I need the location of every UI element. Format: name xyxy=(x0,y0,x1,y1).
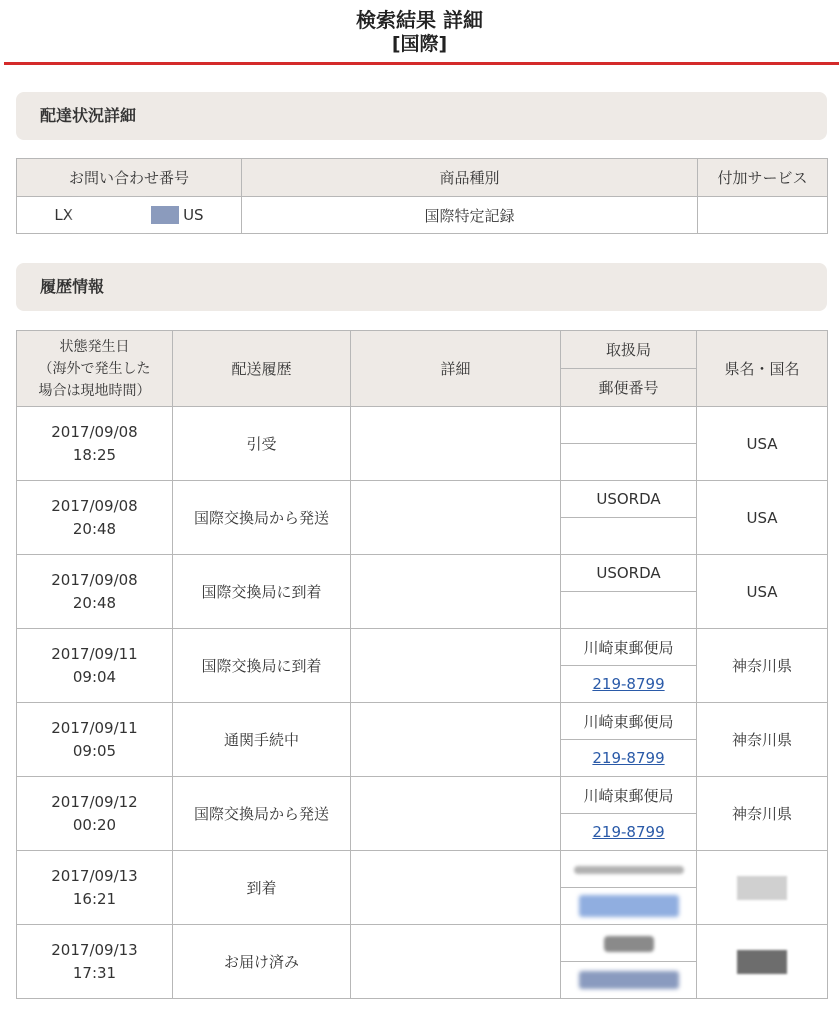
history-postal-cell xyxy=(561,444,697,481)
history-postal-cell xyxy=(561,888,697,925)
product-type-value: 国際特定記録 xyxy=(242,197,698,234)
history-status-cell: 国際交換局から発送 xyxy=(173,777,351,851)
history-date-cell: 2017/09/12 00:20 xyxy=(17,777,173,851)
history-region-cell: USA xyxy=(697,555,828,629)
history-date-cell: 2017/09/08 20:48 xyxy=(17,555,173,629)
column-header-status: 配送履歴 xyxy=(173,331,351,407)
history-office-cell xyxy=(561,851,697,888)
history-detail-cell xyxy=(351,555,561,629)
redaction-mask xyxy=(737,876,787,900)
column-header-postal-code: 郵便番号 xyxy=(561,369,697,407)
page-subtitle: [国際] xyxy=(391,33,448,55)
column-header-region: 県名・国名 xyxy=(697,331,828,407)
redaction-mask xyxy=(151,206,179,224)
history-status-cell: 到着 xyxy=(173,851,351,925)
page-header xyxy=(0,0,839,68)
history-region-cell: 神奈川県 xyxy=(697,777,828,851)
history-office-cell: USORDA xyxy=(561,481,697,518)
history-region-cell: USA xyxy=(697,481,828,555)
history-date-cell: 2017/09/11 09:04 xyxy=(17,629,173,703)
tracking-number-cell xyxy=(17,197,242,234)
history-region-cell xyxy=(697,925,828,999)
history-detail-cell xyxy=(351,481,561,555)
history-postal-cell xyxy=(561,814,697,851)
history-status-cell: 引受 xyxy=(173,407,351,481)
column-header-additional-service: 付加サービス xyxy=(698,159,828,197)
history-detail-cell xyxy=(351,629,561,703)
history-status-cell: 国際交換局に到着 xyxy=(173,555,351,629)
history-date-cell: 2017/09/08 20:48 xyxy=(17,481,173,555)
section-title: 配達状況詳細 xyxy=(40,106,137,125)
history-status-cell: お届け済み xyxy=(173,925,351,999)
history-date-cell: 2017/09/11 09:05 xyxy=(17,703,173,777)
history-region-cell: 神奈川県 xyxy=(697,629,828,703)
postal-code-link[interactable]: 219-8799 xyxy=(592,675,665,693)
history-postal-cell xyxy=(561,592,697,629)
page-title: 検索結果 詳細 xyxy=(356,8,483,32)
delivery-status-table xyxy=(16,158,828,234)
redaction-mask xyxy=(574,866,684,874)
history-office-cell: 川崎東郵便局 xyxy=(561,703,697,740)
history-table xyxy=(16,330,828,999)
header-divider xyxy=(4,62,839,65)
history-status-cell: 通関手続中 xyxy=(173,703,351,777)
column-header-office: 取扱局 xyxy=(561,331,697,369)
history-date-cell: 2017/09/08 18:25 xyxy=(17,407,173,481)
history-status-cell: 国際交換局から発送 xyxy=(173,481,351,555)
history-detail-cell xyxy=(351,777,561,851)
history-region-cell: USA xyxy=(697,407,828,481)
history-postal-cell xyxy=(561,518,697,555)
redaction-mask xyxy=(604,936,654,952)
redaction-mask xyxy=(737,950,787,974)
history-office-cell: 川崎東郵便局 xyxy=(561,777,697,814)
history-office-cell: USORDA xyxy=(561,555,697,592)
redaction-mask xyxy=(77,206,147,224)
column-header-date: 状態発生日 （海外で発生した 場合は現地時間） xyxy=(17,331,173,407)
section-header-history xyxy=(16,263,827,311)
history-office-cell xyxy=(561,407,697,444)
history-detail-cell xyxy=(351,851,561,925)
tracking-prefix: LX xyxy=(54,205,74,224)
history-detail-cell xyxy=(351,407,561,481)
redaction-mask xyxy=(579,971,679,989)
column-header-tracking-number: お問い合わせ番号 xyxy=(17,159,242,197)
section-title: 履歴情報 xyxy=(40,277,105,296)
column-header-product-type: 商品種別 xyxy=(242,159,698,197)
history-status-cell: 国際交換局に到着 xyxy=(173,629,351,703)
history-region-cell: 神奈川県 xyxy=(697,703,828,777)
history-postal-cell xyxy=(561,666,697,703)
section-header-delivery-status xyxy=(16,92,827,140)
history-postal-cell xyxy=(561,740,697,777)
history-detail-cell xyxy=(351,703,561,777)
postal-code-link[interactable]: 219-8799 xyxy=(592,749,665,767)
history-date-cell: 2017/09/13 17:31 xyxy=(17,925,173,999)
additional-service-value xyxy=(698,197,828,234)
history-postal-cell xyxy=(561,962,697,999)
postal-code-link[interactable]: 219-8799 xyxy=(592,823,665,841)
tracking-suffix: US xyxy=(183,205,204,224)
redaction-mask xyxy=(579,895,679,917)
history-date-cell: 2017/09/13 16:21 xyxy=(17,851,173,925)
column-header-detail: 詳細 xyxy=(351,331,561,407)
history-office-cell: 川崎東郵便局 xyxy=(561,629,697,666)
history-region-cell xyxy=(697,851,828,925)
history-detail-cell xyxy=(351,925,561,999)
history-office-cell xyxy=(561,925,697,962)
